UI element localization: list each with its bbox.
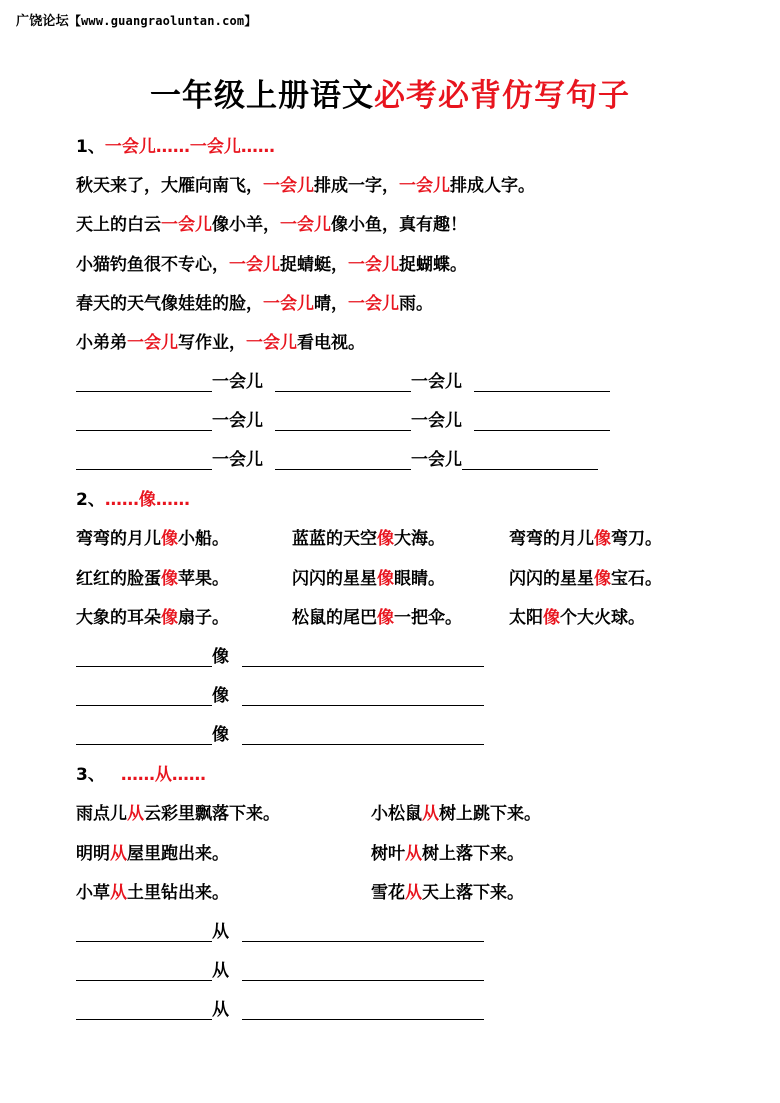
answer-blank[interactable] <box>242 963 484 981</box>
sentence: 雨点儿从云彩里飘落下来。 <box>76 804 280 824</box>
answer-blank[interactable] <box>76 924 212 942</box>
answer-blank[interactable] <box>474 374 610 392</box>
fill-in-row: 像 <box>76 681 484 706</box>
sentence: 秋天来了，大雁向南飞，一会儿排成一字，一会儿排成人字。 <box>76 176 535 196</box>
sentence: 松鼠的尾巴像一把伞。 <box>292 608 462 628</box>
answer-blank[interactable] <box>76 374 212 392</box>
sentence: 天上的白云一会儿像小羊，一会儿像小鱼，真有趣！ <box>76 215 467 235</box>
answer-blank[interactable] <box>242 924 484 942</box>
section-pattern: ……像…… <box>104 490 190 510</box>
watermark-url: 【www.guangraoluntan.com】 <box>68 14 257 28</box>
section-pattern: ……从…… <box>120 765 206 785</box>
answer-blank[interactable] <box>462 452 598 470</box>
sentence: 小松鼠从树上跳下来。 <box>371 804 541 824</box>
answer-blank[interactable] <box>474 413 610 431</box>
sentence: 蓝蓝的天空像大海。 <box>292 529 445 549</box>
answer-blank[interactable] <box>76 963 212 981</box>
fill-in-row: 从 <box>76 995 484 1020</box>
answer-blank[interactable] <box>76 452 212 470</box>
sentence: 春天的天气像娃娃的脸，一会儿晴，一会儿雨。 <box>76 294 433 314</box>
sentence: 闪闪的星星像眼睛。 <box>292 569 445 589</box>
fill-in-row: 一会儿 一会儿 <box>76 445 598 470</box>
page-title <box>0 70 780 115</box>
sentence: 弯弯的月儿像小船。 <box>76 529 229 549</box>
section-number: 1、 <box>76 137 105 157</box>
answer-blank[interactable] <box>242 727 484 745</box>
watermark <box>16 10 257 29</box>
sentence: 弯弯的月儿像弯刀。 <box>509 529 662 549</box>
answer-blank[interactable] <box>76 413 212 431</box>
answer-blank[interactable] <box>242 688 484 706</box>
section-pattern: 一会儿……一会儿…… <box>104 137 275 157</box>
fill-in-row: 像 <box>76 720 484 745</box>
sentence: 红红的脸蛋像苹果。 <box>76 569 229 589</box>
sentence: 小草从土里钻出来。 <box>76 883 229 903</box>
fill-in-row: 一会儿 一会儿 <box>76 406 610 431</box>
title-black: 一年级上册语文 <box>150 78 374 114</box>
fill-in-row: 从 <box>76 956 484 981</box>
section-3-heading <box>76 760 206 785</box>
section-number: 3、 <box>76 765 105 785</box>
answer-blank[interactable] <box>76 1002 212 1020</box>
sentence: 太阳像个大火球。 <box>509 608 645 628</box>
section-number: 2、 <box>76 490 105 510</box>
fill-in-row: 从 <box>76 917 484 942</box>
answer-blank[interactable] <box>275 452 411 470</box>
fill-in-row: 像 <box>76 642 484 667</box>
answer-blank[interactable] <box>242 1002 484 1020</box>
section-2-heading <box>76 485 190 510</box>
answer-blank[interactable] <box>76 688 212 706</box>
sentence: 大象的耳朵像扇子。 <box>76 608 229 628</box>
answer-blank[interactable] <box>242 649 484 667</box>
title-red: 必考必背仿写句子 <box>374 78 630 114</box>
answer-blank[interactable] <box>275 413 411 431</box>
answer-blank[interactable] <box>275 374 411 392</box>
sentence: 树叶从树上落下来。 <box>371 844 524 864</box>
sentence: 小弟弟一会儿写作业，一会儿看电视。 <box>76 333 365 353</box>
fill-in-row: 一会儿 一会儿 <box>76 367 610 392</box>
sentence: 小猫钓鱼很不专心，一会儿捉蜻蜓，一会儿捉蝴蝶。 <box>76 255 467 275</box>
sentence: 明明从屋里跑出来。 <box>76 844 229 864</box>
sentence: 闪闪的星星像宝石。 <box>509 569 662 589</box>
answer-blank[interactable] <box>76 727 212 745</box>
answer-blank[interactable] <box>76 649 212 667</box>
sentence: 雪花从天上落下来。 <box>371 883 524 903</box>
watermark-site: 广饶论坛 <box>16 14 69 29</box>
section-1-heading <box>76 132 275 157</box>
